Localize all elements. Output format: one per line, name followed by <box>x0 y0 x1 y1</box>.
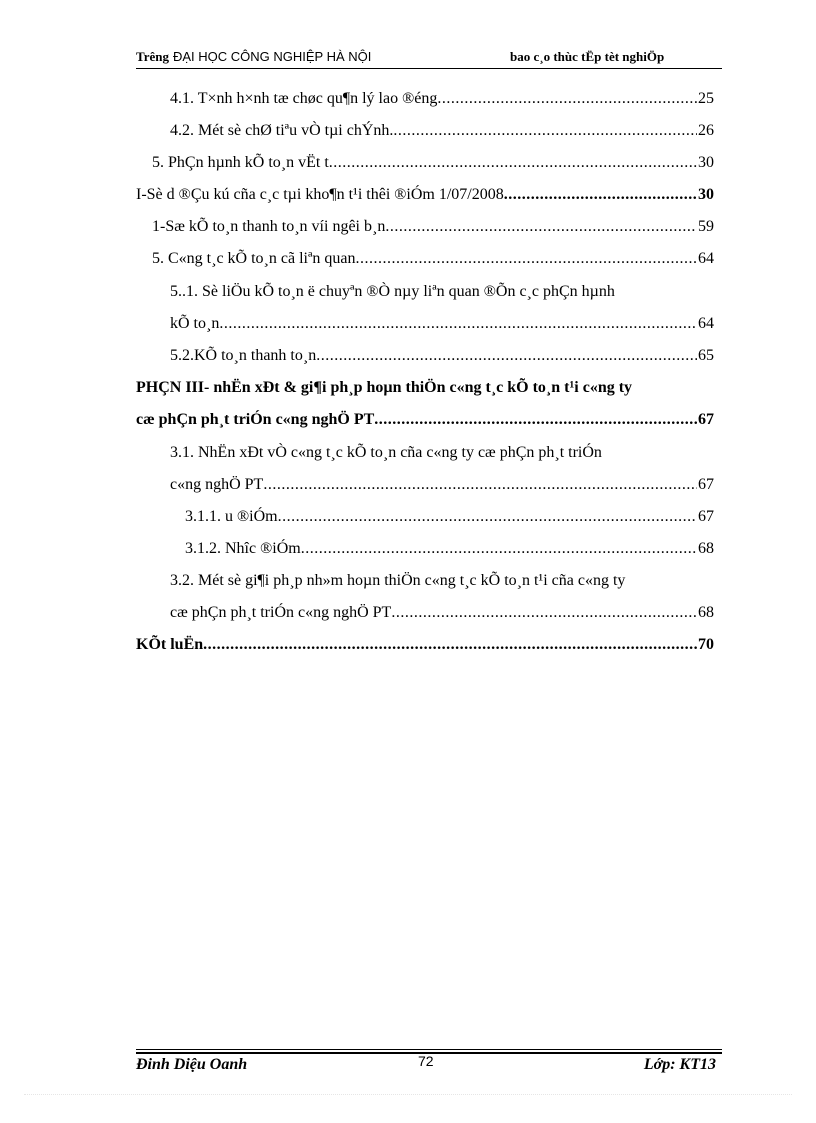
toc-leader <box>355 249 697 269</box>
header-rule <box>136 68 722 69</box>
toc-entry-text: cæ phÇn ph¸t triÓn c«ng nghÖ PT <box>136 411 375 428</box>
toc-leader <box>219 314 697 334</box>
footer-page-number: 72 <box>418 1053 434 1069</box>
toc-leader <box>374 410 697 430</box>
toc-leader <box>385 217 697 237</box>
toc-entry[interactable] <box>170 603 714 623</box>
toc-entry-page: 68 <box>698 540 714 557</box>
toc-entry-page: 67 <box>698 411 714 428</box>
toc-entry-text: kÕ to¸n <box>170 315 220 332</box>
toc-entry[interactable] <box>136 410 714 430</box>
toc-entry-text: c«ng nghÖ PT <box>170 476 264 493</box>
header-school <box>136 49 371 65</box>
toc-entry[interactable] <box>185 507 714 527</box>
toc-entry[interactable] <box>170 121 714 141</box>
toc-entry[interactable] <box>152 217 714 237</box>
toc-entry-page: 30 <box>698 154 714 171</box>
toc-leader <box>301 539 697 559</box>
toc-entry-text: 5. C«ng t¸c kÕ to¸n cã liªn quan <box>152 250 356 267</box>
toc-entry[interactable] <box>185 539 714 559</box>
toc-leader <box>329 153 697 173</box>
header-school-prefix: Trêng <box>136 49 169 64</box>
page-header <box>136 46 720 68</box>
toc-leader <box>504 185 697 205</box>
toc-entry-text: KÕt luËn <box>136 636 204 653</box>
toc-entry-page: 30 <box>698 186 714 203</box>
toc-entry-text-line1: 3.2. Mét sè gi¶i ph¸p nh»m hoµn thiÖn c«ng t¸c kÕ to¸n t¹i cña c«ng ty <box>170 572 626 589</box>
toc-entry-text: cæ phÇn ph¸t triÓn c«ng nghÖ PT <box>170 604 392 621</box>
toc-leader <box>316 346 697 366</box>
toc-entry-page: 67 <box>698 476 714 493</box>
toc-entry-page: 26 <box>698 122 714 139</box>
toc-entry-text: 5.2.KÕ to¸n thanh to¸n <box>170 347 317 364</box>
toc-entry-page: 25 <box>698 90 714 107</box>
toc-entry-page: 64 <box>698 250 714 267</box>
toc-entry-text: 3.1.2. Nhîc ®iÓm <box>185 540 301 557</box>
toc-entry[interactable] <box>170 475 714 495</box>
toc-part-title-line1: PHÇN III- nhËn xÐt & gi¶i ph¸p hoµn thiÖn c«ng t¸c kÕ to¸n t¹i c«ng ty <box>136 379 633 396</box>
toc-entry-text: 1-Sæ kÕ to¸n thanh to¸n víi ngêi b¸n <box>152 218 386 235</box>
toc-leader <box>263 475 697 495</box>
toc-entry-text: I-Sè d ®Çu kú cña c¸c tµi kho¶n t¹i thêi ®iÓm 1/07/2008 <box>136 186 504 203</box>
page-bottom-edge <box>24 1094 792 1095</box>
toc-entry[interactable] <box>152 153 714 173</box>
footer-class: Lớp: KT13 <box>643 1056 716 1073</box>
toc-leader <box>437 89 697 109</box>
toc-entry[interactable] <box>152 249 714 269</box>
toc-entry[interactable] <box>136 185 714 205</box>
toc-entry-page: 65 <box>698 347 714 364</box>
toc-entry-text: 3.1.1. u ®iÓm <box>185 508 278 525</box>
toc-entry-page: 68 <box>698 604 714 621</box>
footer-rule-thin <box>136 1049 722 1050</box>
toc-leader <box>278 507 697 527</box>
toc-entry-page: 70 <box>698 636 714 653</box>
toc-entry-text-line1: 3.1. NhËn xÐt vÒ c«ng t¸c kÕ to¸n cña c«ng ty cæ phÇn ph¸t triÓn <box>170 444 602 461</box>
toc-leader <box>391 603 697 623</box>
toc-entry-page: 59 <box>698 218 714 235</box>
toc-entry-text: 4.2. Mét sè chØ tiªu vÒ tµi chÝnh. <box>170 122 394 139</box>
toc-entry-page: 67 <box>698 508 714 525</box>
toc-entry-text: 5. PhÇn hµnh kÕ to¸n vËt t <box>152 154 329 171</box>
toc-leader <box>393 121 697 141</box>
toc-entry[interactable] <box>170 346 714 366</box>
toc-entry-page: 64 <box>698 315 714 332</box>
toc-entry-text: 4.1. T×nh h×nh tæ chøc qu¶n lý lao ®éng <box>170 90 438 107</box>
header-university: ĐẠI HỌC CÔNG NGHIỆP HÀ NỘI <box>172 49 372 64</box>
toc-entry-text-line1: 5..1. Sè liÖu kÕ to¸n ë chuyªn ®Ò nµy liªn quan ®Õn c¸c phÇn hµnh <box>170 283 615 300</box>
header-report-title: bao c¸o thùc tËp tèt nghiÖp <box>510 49 665 64</box>
toc-entry[interactable] <box>170 314 714 334</box>
toc-entry-conclusion[interactable] <box>136 635 714 655</box>
toc-leader <box>203 635 697 655</box>
footer-author: Đinh Diệu Oanh <box>136 1056 248 1073</box>
toc-entry[interactable] <box>170 89 714 109</box>
